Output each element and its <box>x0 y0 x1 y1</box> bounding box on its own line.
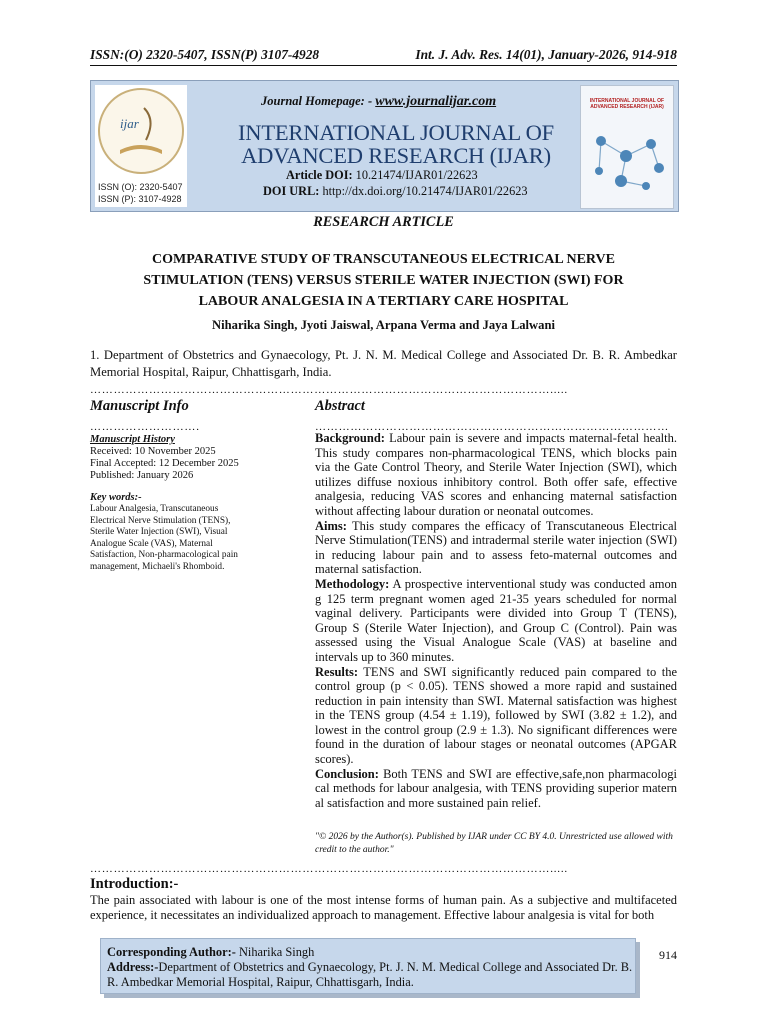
abstract-conclusion: Conclusion: Both TENS and SWI are effective,safe,non pharmacologi cal methods for labour analgesia, with TENS providing superior matern al satisfaction and more sustained pain relief. <box>315 766 677 810</box>
journal-title-line1: INTERNATIONAL JOURNAL OF <box>237 120 554 145</box>
divider: ……………………………………………………………………………… <box>315 422 669 432</box>
doi-value: 10.21474/IJAR01/22623 <box>355 168 478 182</box>
doi-url-link[interactable]: http://dx.doi.org/10.21474/IJAR01/22623 <box>322 184 528 198</box>
introduction-text: The pain associated with labour is one of the most intense forms of human pain. As a subjective and multifaceted experience, it necessitates an individualized approach to management. Effective labour analgesia is vital for both <box>90 893 677 922</box>
abstract-background: Background: Labour pain is severe and impacts maternal-fetal health. This study compares non-pharmacological TENS, which blocks pain via the Gate Control Theory, and Sterile Water Injection (SWI), which utilizes diffuse noxious inhibitory control. Both offer safe, effective analgesia, reducing VAS scores and enhancing maternal satisfaction without affecting labour duration or neonatal outcomes. <box>315 431 677 518</box>
corr-label: Corresponding Author:- <box>107 945 236 959</box>
article-type: RESEARCH ARTICLE <box>313 214 454 230</box>
logo-text: ijar <box>120 116 139 131</box>
divider: ………………………. <box>90 422 200 432</box>
manuscript-info-heading: Manuscript Info <box>90 398 189 414</box>
corr-name: Niharika Singh <box>235 945 315 959</box>
doi-url-label: DOI URL: <box>263 184 320 198</box>
address-label: Address:- <box>107 960 159 974</box>
logo-emblem <box>98 88 184 174</box>
doi-url <box>263 184 528 199</box>
cover-title: INTERNATIONAL JOURNAL OF ADVANCED RESEARCH (IJAR) <box>589 98 665 110</box>
abstract-aims: Aims: This study compares the efficacy of Transcutaneous Electrical Nerve Stimulation(TENS) and intradermal sterile water injection (SWI) in reducing labour pain and to assess feto-maternal outcomes and maternal satisfaction. <box>315 518 677 577</box>
logo-issn-print: ISSN (P): 3107-4928 <box>98 194 182 204</box>
paper-title-line3: LABOUR ANALGESIA IN A TERTIARY CARE HOSPITAL <box>198 294 569 309</box>
abstract-methodology: Methodology: A prospective interventional study was conducted amon g 125 term pregnant women aged 21-35 years scheduled for normal vaginal delivery. Participants were divided into Group T (TENS), Group S (Sterile Water Injection), and Group C (Control). Pain was assessed using the Visual Analogue Scale (VAS) at baseline and intervals up to 360 minutes. <box>315 576 677 664</box>
doi-label: Article DOI: <box>286 168 353 182</box>
homepage-link[interactable]: www.journalijar.com <box>375 94 497 109</box>
paper-title <box>90 249 677 312</box>
journal-title <box>211 121 581 167</box>
received-date: Received: 10 November 2025 <box>90 446 216 457</box>
corresponding-author-box <box>100 938 636 994</box>
article-doi <box>286 168 478 183</box>
abstract-body <box>315 431 677 810</box>
journal-title-line2: ADVANCED RESEARCH (IJAR) <box>241 143 551 168</box>
published-date: Published: January 2026 <box>90 470 194 481</box>
divider: ………………………………………………………………………………………………………..... <box>90 864 568 874</box>
corresponding-author <box>107 945 635 960</box>
manuscript-history <box>90 434 255 574</box>
running-header <box>90 45 677 66</box>
abstract-results: Results: TENS and SWI significantly reduced pain compared to the control group (p < 0.05). TENS showed a more rapid and sustained reduction in pain intensity than SWI. Maternal satisfaction was highest in the TENS group (4.54 ± 1.19), followed by SWI (3.82 ± 1.2), and lowest in the control group (2.9 ± 1.3). No significant differences were found in the duration of labour stages or neonatal outcomes (APGAR scores). <box>315 664 677 767</box>
journal-cover-image <box>580 85 674 209</box>
journal-logo <box>95 85 187 207</box>
citation-text: Int. J. Adv. Res. 14(01), January-2026, 914-918 <box>415 47 677 62</box>
affiliation: 1. Department of Obstetrics and Gynaecology, Pt. J. N. M. Medical College and Associated Dr. B. R. Ambedkar Memorial Hospital, Raipur, Chhattisgarh, India. <box>90 348 677 379</box>
introduction-heading: Introduction:- <box>90 876 179 892</box>
address-text: Department of Obstetrics and Gynaecology, Pt. J. N. M. Medical College and Associated Dr. B. R. Ambedkar Memorial Hospital, Raipur, Chhattisgarh, India. <box>107 960 633 989</box>
abstract-heading: Abstract <box>315 398 365 414</box>
issn-text: ISSN:(O) 2320-5407, ISSN(P) 3107-4928 <box>90 47 320 62</box>
keywords-heading: Key words:- <box>90 492 142 503</box>
author-list: Niharika Singh, Jyoti Jaiswal, Arpana Verma and Jaya Lalwani <box>212 318 555 332</box>
journal-masthead <box>90 80 679 212</box>
accepted-date: Final Accepted: 12 December 2025 <box>90 458 239 469</box>
logo-issn-online: ISSN (O): 2320-5407 <box>98 182 183 192</box>
divider: ………………………………………………………………………………………………………..... <box>90 385 568 395</box>
homepage-label: Journal Homepage: - <box>261 94 376 108</box>
corr-address <box>107 960 635 990</box>
history-heading: Manuscript History <box>90 434 175 445</box>
paper-title-line2: STIMULATION (TENS) VERSUS STERILE WATER INJECTION (SWI) FOR <box>143 273 624 288</box>
license-note: "© 2026 by the Author(s). Published by IJAR under CC BY 4.0. Unrestricted use allowed with credit to the author." <box>315 832 673 855</box>
keywords-list: Labour Analgesia, Transcutaneous Electrical Nerve Stimulation (TENS), Sterile Water Injection (SWI), Visual Analogue Scale (VAS), Maternal Satisfaction, Non-pharmacological pain management, Michaeli's Rhomboid. <box>90 504 238 572</box>
paper-title-line1: COMPARATIVE STUDY OF TRANSCUTANEOUS ELECTRICAL NERVE <box>152 252 615 267</box>
page-number: 914 <box>659 948 677 962</box>
journal-homepage <box>261 94 496 110</box>
